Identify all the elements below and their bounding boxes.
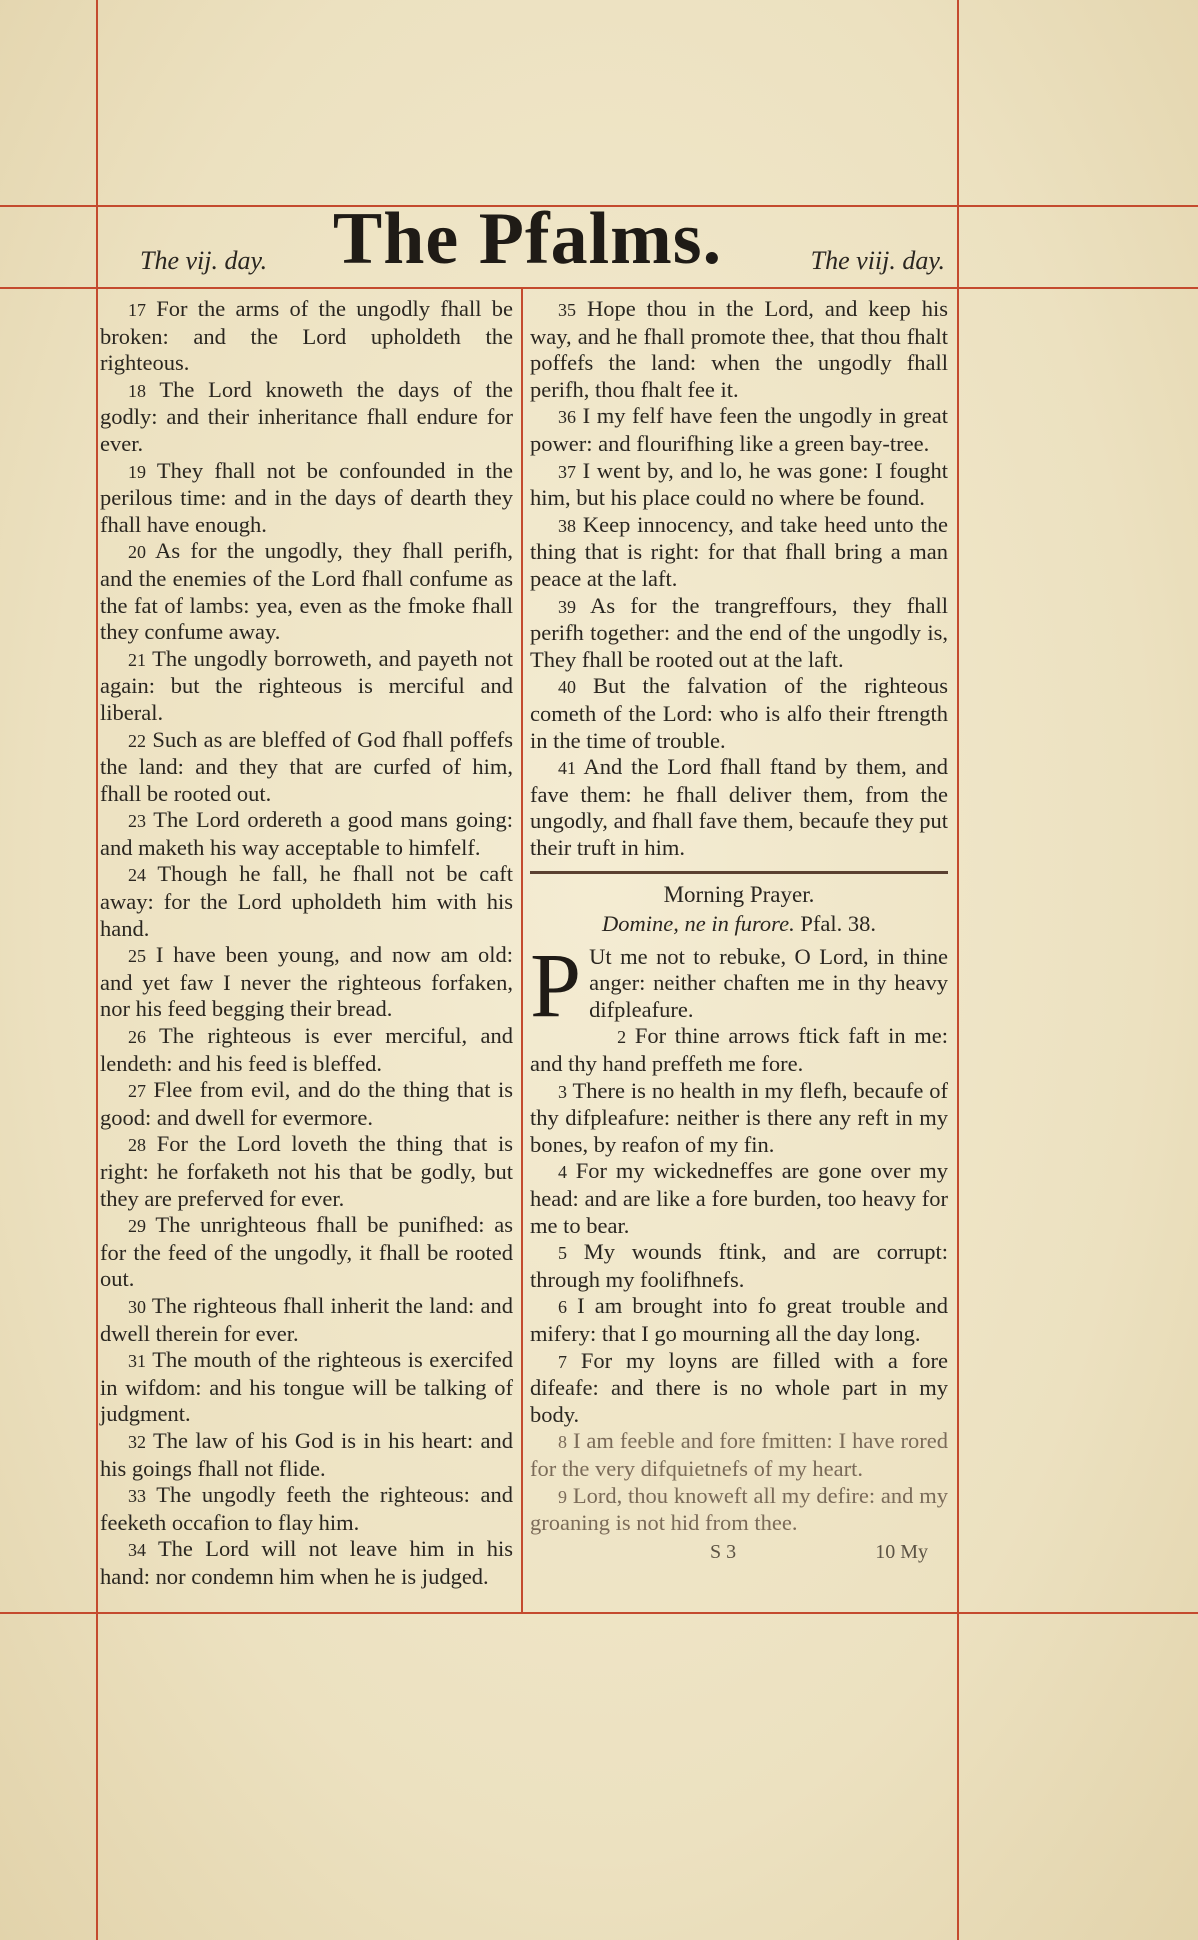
signature-mark: S 3 xyxy=(710,1540,737,1563)
verse: 20 As for the ungodly, they fhall perifh, and the enemies of the Lord fhall confume as the fat of lambs: yea, even as the fmoke fhall they confume away. xyxy=(100,538,513,645)
header-day-left: The vij. day. xyxy=(140,246,268,275)
verse: 9 Lord, thou knoweft all my defire: and my groaning is not hid from thee. xyxy=(530,1482,949,1536)
running-header xyxy=(100,198,955,282)
section-title: Morning Prayer. xyxy=(663,882,815,908)
catchword: 10 My xyxy=(875,1540,928,1563)
verse: 27 Flee from evil, and do the thing that is good: and dwell for evermore. xyxy=(100,1077,514,1130)
header-day-right: The viij. day. xyxy=(810,246,945,275)
header-bottom-rule xyxy=(0,287,1198,289)
verse: 38 Keep innocency, and take heed unto the thing that is right: for that fhall bring a man peace at the laft. xyxy=(530,511,948,591)
verse: 28 For the Lord loveth the thing that is right: he forfaketh not his that be godly, but they are preferved for ever. xyxy=(100,1131,513,1211)
verse: 3 There is no health in my flefh, becaufe of thy difpleafure: neither is there any reft in my bones, by reafon of my fin. xyxy=(530,1077,948,1157)
verse: 6 I am brought into fo great trouble and mifery: that I go mourning all the day long. xyxy=(530,1293,949,1346)
verse: 23 The Lord ordereth a good mans going: and maketh his way acceptable to himfelf. xyxy=(100,807,513,860)
verse: 33 The ungodly feeth the righteous: and feeketh occafion to flay him. xyxy=(100,1482,513,1535)
psalm-heading xyxy=(530,911,948,938)
verse: 22 Such as are bleffed of God fhall poffefs the land: and they that are curfed of him, fhall be rooted out. xyxy=(100,726,513,806)
footer-rule xyxy=(0,1612,1198,1614)
psalm-reference: Pfal. 38. xyxy=(800,911,876,937)
verse: 26 The righteous is ever merciful, and lendeth: and his feed is bleffed. xyxy=(100,1023,514,1076)
section-divider xyxy=(530,871,948,874)
page-footer xyxy=(530,1539,948,1566)
right-margin-rule xyxy=(957,0,959,1940)
verse: 5 My wounds ftink, and are corrupt: through my foolifhnefs. xyxy=(530,1239,949,1292)
right-text-column xyxy=(530,296,948,1565)
verse: 31 The mouth of the righteous is exercifed in wifdom: and his tongue will be talking of judgment. xyxy=(100,1347,513,1427)
column-divider-rule xyxy=(521,287,523,1612)
verse: 35 Hope thou in the Lord, and keep his way, and he fhall promote thee, that thou fhalt poffefs the land: when the ungodly fhall perifh, thou fhalt fee it. xyxy=(530,296,948,402)
page-title: The Pfalms. xyxy=(332,198,723,280)
verse: 25 I have been young, and now am old: and yet faw I never the righteous forfaken, nor his feed begging their bread. xyxy=(100,942,513,1022)
verse: 39 As for the trangreffours, they fhall perifh together: and the end of the ungodly is, They fhall be rooted out at the laft. xyxy=(530,592,948,672)
verse: 37 I went by, and lo, he was gone: I fought him, but his place could no where be found. xyxy=(530,457,948,511)
verse: 36 I my felf have feen the ungodly in great power: and flourifhing like a green bay-tree. xyxy=(530,403,948,456)
psalm-first-verse: P Ut me not to rebuke, O Lord, in thine anger: neither chaften me in thy heavy difpleafure. xyxy=(530,933,948,1036)
verse: 8 I am feeble and fore fmitten: I have rored for the very difquietnefs of my heart. xyxy=(530,1428,948,1481)
verse: 32 The law of his God is in his heart: and his goings fhall not flide. xyxy=(100,1427,514,1481)
verse: 30 The righteous fhall inherit the land: and dwell therein for ever. xyxy=(100,1292,513,1346)
verse: 7 For my loyns are filled with a fore difeafe: and there is no whole part in my body. xyxy=(530,1347,948,1427)
verse: 34 The Lord will not leave him in his hand: nor condemn him when he is judged. xyxy=(100,1536,513,1589)
verse: 2 For thine arrows ftick faft in me: and thy hand preffeth me fore. xyxy=(530,1023,949,1077)
left-margin-rule xyxy=(96,0,98,1940)
verse: 29 The unrighteous fhall be punifhed: as for the feed of the ungodly, it fhall be rooted out. xyxy=(100,1212,513,1292)
verse: 40 But the falvation of the righteous cometh of the Lord: who is alfo their ftrength in the time of trouble. xyxy=(530,673,949,753)
verse: 24 Though he fall, he fhall not be caft away: for the Lord upholdeth him with his hand. xyxy=(100,861,514,941)
psalm-latin-incipit: Domine, ne in furore. xyxy=(602,911,795,937)
verse: 17 For the arms of the ungodly fhall be broken: and the Lord upholdeth the righteous. xyxy=(100,296,514,376)
verse: 41 And the Lord fhall ftand by them, and fave them: he fhall deliver them, from the ungodly, and fhall fave them, becaufe they put their truft in him. xyxy=(530,754,948,860)
verse: 4 For my wickedneffes are gone over my head: and are like a fore burden, too heavy for me to bear. xyxy=(530,1158,948,1238)
left-text-column xyxy=(100,296,513,1591)
verse: 18 The Lord knoweth the days of the godly: and their inheritance fhall endure for ever. xyxy=(100,376,513,456)
verse: 21 The ungodly borroweth, and payeth not again: but the righteous is merciful and liberal. xyxy=(100,645,513,725)
drop-cap: P xyxy=(530,933,582,1036)
verse: 19 They fhall not be confounded in the perilous time: and in the days of dearth they fhall have enough. xyxy=(100,457,513,537)
